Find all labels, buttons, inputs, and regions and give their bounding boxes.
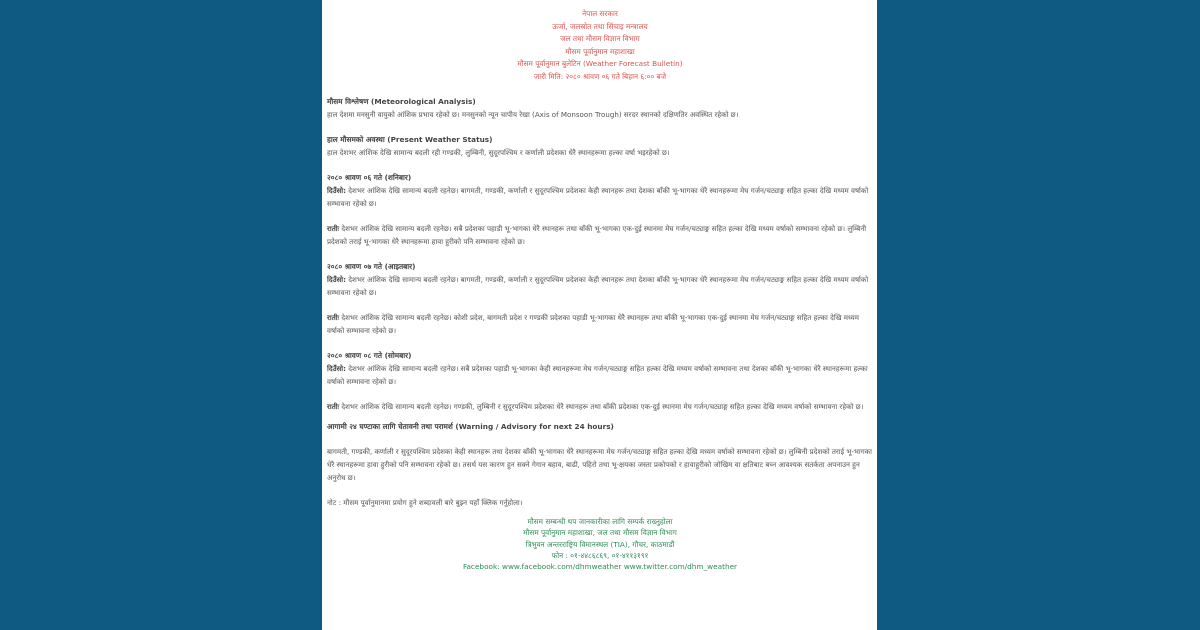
present-weather-heading: हाल मौसमको अवस्था (Present Weather Status) <box>327 135 493 144</box>
forecast-day-text <box>327 273 873 299</box>
forecast-day-text <box>327 362 873 388</box>
analysis-text: हाल देशमा मनसुनी वायुको आंशिक प्रभाव रहेको छ। मनसुनको न्यून चापीय रेखा (Axis of Monsoon Trough) सरदर स्थानको दक्षिणतिर अवस्थित रहेको छ। <box>327 110 739 119</box>
bulletin-page <box>322 0 877 630</box>
forecast-night-text <box>327 222 873 248</box>
forecast-night-text <box>327 400 873 413</box>
header-line-ministry: ऊर्जा, जलस्रोत तथा सिंचाइ मन्त्रालय <box>552 21 648 31</box>
forecast-date-heading: २०८० श्रावण ०८ गते (सोमबार) <box>327 351 412 360</box>
footer-address-line: त्रिभुवन अन्तरराष्ट्रिय विमानस्थल (TIA), गौचर, काठमाडौं <box>525 539 675 549</box>
forecast-night-text <box>327 311 873 337</box>
forecast-day-text <box>327 184 873 210</box>
present-weather-text: हाल देशभर आंशिक देखि सामान्य बदली रही गण्डकी, लुम्बिनी, सुदूरपश्चिम र कर्णाली प्रदेशका धेरै स्थानहरूमा हल्का वर्षा भइरहेको छ। <box>327 148 670 157</box>
footer-contact-line: मौसम सम्बन्धी थप जानकारीका लागि सम्पर्क राख्नुहोला <box>527 517 673 526</box>
bulletin-header <box>327 8 873 83</box>
header-line-division: मौसम पूर्वानुमान महाशाखा <box>565 46 635 56</box>
header-line-department: जल तथा मौसम विज्ञान विभाग <box>560 34 640 43</box>
day-forecast: देशभर आंशिक देखि सामान्य बदली रहनेछ। बागमती, गण्डकी, कर्णाली र सुदूरपश्चिम प्रदेशका केही स्थानहरू तथा देशका बाँकी भू-भागका धेरै स्थानहरूमा मेघ गर्जन/चट्याङ्ग सहित हल्का देखि मध्यम वर्षाको सम्भावना रहेको छ। <box>327 275 869 297</box>
warning-section <box>327 420 873 484</box>
forecast-date-heading: २०८० श्रावण ०७ गते (आइतबार) <box>327 262 416 271</box>
header-line-bulletin-title: मौसम पूर्वानुमान बुलेटिन (Weather Forecast Bulletin) <box>517 59 683 68</box>
day-label: दिउँसो: <box>327 364 346 373</box>
footer-social-links[interactable]: Facebook: www.facebook.com/dhmweather www.twitter.com/dhm_weather <box>462 562 738 572</box>
present-weather-section <box>327 133 873 159</box>
day-forecast: देशभर आंशिक देखि सामान्य बदली रहनेछ। बागमती, गण्डकी, कर्णाली र सुदूरपश्चिम प्रदेशका केही स्थानहरू तथा देशका बाँकी भू-भागका धेरै स्थानहरूमा मेघ गर्जन/चट्याङ्ग सहित हल्का देखि मध्यम वर्षाको सम्भावना रहेको छ। <box>327 186 869 208</box>
meteorological-analysis-section <box>327 95 873 121</box>
forecast-day-2 <box>327 260 873 337</box>
night-forecast: देशभर आंशिक देखि सामान्य बदली रहनेछ। गण्डकी, लुम्बिनी र सुदूरपश्चिम प्रदेशका धेरै स्थानहरू तथा बाँकी प्रदेशका एक-दुई स्थानमा मेघ गर्जन/चट्याङ्ग सहित हल्का देखि मध्यम वर्षाको सम्भावना रहेको छ। <box>339 402 864 411</box>
header-line-government: नेपाल सरकार <box>582 9 618 18</box>
day-label: दिउँसो: <box>327 186 346 195</box>
day-forecast: देशभर आंशिक देखि सामान्य बदली रहनेछ। सबै प्रदेशका पहाडी भू-भागका केही स्थानहरूमा मेघ गर्जन/चट्याङ्ग सहित हल्का देखि मध्यम वर्षाको सम्भावना तथा देशका बाँकी भू-भागका धेरै स्थानहरूमा हल्का वर्षाको सम्भावना रहेको छ। <box>327 364 868 386</box>
night-label: रातीः <box>327 224 340 233</box>
contact-footer <box>327 516 873 572</box>
footer-phone-line: फोन : ०१-४४८६८६९, ०१-४११३१९१ <box>551 550 649 560</box>
forecast-day-3 <box>327 349 873 413</box>
forecast-date-heading: २०८० श्रावण ०६ गते (शनिबार) <box>327 173 412 182</box>
forecast-day-1 <box>327 171 873 248</box>
warning-text: बागमती, गण्डकी, कर्णाली र सुदूरपश्चिम प्रदेशका केही स्थानहरू तथा देशका बाँकी भू-भागका धेरै स्थानहरूमा मेघ गर्जन/चट्याङ्ग सहित हल्का देखि मध्यम वर्षाको सम्भावना रहेको छ। लुम्बिनी प्रदेशको तराई भू-भागका धेरै स्थानहरूमा हावा हुरीको पनि सम्भावना रहेको छ। तसर्थ यस कारण हुन सक्ने गेगान बहाव, बाढी, पहिरो तथा भू-क्षयका जस्ता प्रकोपको र हावाहुरीको जोखिम वा क्षतिबाट बच्न आवश्यक सतर्कता अपनाउन हुन अनुरोध छ। <box>327 447 872 482</box>
night-label: रातीः <box>327 402 340 411</box>
footer-division-line: मौसम पूर्वानुमान महाशाखा, जल तथा मौसम विज्ञान विभाग <box>523 528 677 538</box>
night-forecast: देशभर आंशिक देखि सामान्य बदली रहनेछ। सबै प्रदेशका पहाडी भू-भागका धेरै स्थानहरू तथा बाँकी भू-भागका एक-दुई स्थानमा मेघ गर्जन/चट्याङ्ग सहित हल्का देखि मध्यम वर्षाको सम्भावना रहेको छ। लुम्बिनी प्रदेशको तराई भू-भागका धेरै स्थानहरूमा हावा हुरीको पनि सम्भावना रहेको छ। <box>327 224 867 246</box>
header-line-issue-date: जारी मिति: २०८० श्रावण ०६ गते बिहान ६:०० बजे <box>533 71 667 81</box>
analysis-heading: मौसम विश्लेषण (Meteorological Analysis) <box>327 97 476 106</box>
night-forecast: देशभर आंशिक देखि सामान्य बदली रहनेछ। कोशी प्रदेश, बागमती प्रदेश र गण्डकी प्रदेशका पहाडी भू-भागका धेरै स्थानहरू तथा बाँकी भू-भागका एक-दुई स्थानमा मेघ गर्जन/चट्याङ्ग सहित हल्का देखि मध्यम वर्षाको सम्भावना रहेको छ। <box>327 313 860 335</box>
warning-heading: आगामी २४ घण्टाका लागि चेतावनी तथा परामर्श (Warning / Advisory for next 24 hours) <box>327 422 614 431</box>
day-label: दिउँसो: <box>327 275 346 284</box>
terminology-note-link[interactable]: नोट : मौसम पूर्वानुमानमा प्रयोग हुने शब्दावली बारे बुझ्न यहाँ क्लिक गर्नुहोला। <box>327 498 523 507</box>
night-label: रातीः <box>327 313 340 322</box>
